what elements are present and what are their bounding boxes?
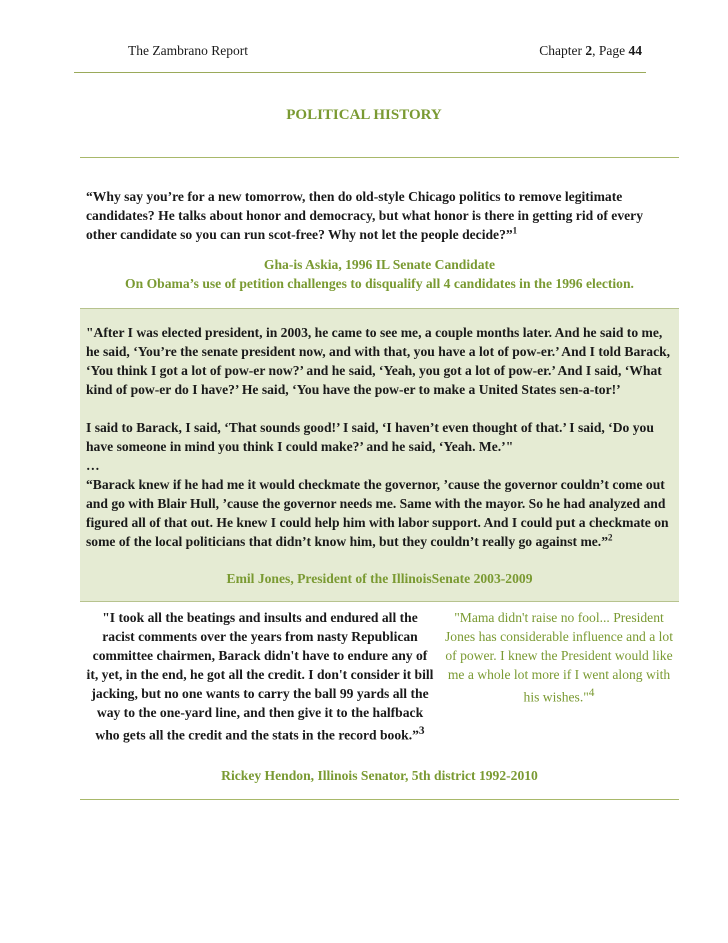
footnote-marker: 4 [588,687,595,699]
jones-para-3: “Barack knew if he had me it would checkmate the governor, ’cause the governor couldn’t come out and go with Blair Hull, ’cause the governor needs me. Same with the mayor. So he had analyzed and figured all of that out. He knew I could help him with labor support. And I could put a checkmate on some of the local politicians that didn’t know him, but they couldn’t really go against me.”$^2$ [86,477,669,549]
jones-quote [86,323,676,551]
page-header [74,38,646,73]
jones-para-2: I said to Barack, I said, ‘That sounds good!’ I said, ‘I haven’t even thought of that.’ I said, ‘Do you have someone in mind you think I could make?’ and he said, ‘Yeah. Me.’" [86,420,654,454]
jones-attribution: Emil Jones, President of the IllinoisSenate 2003-2009 [226,571,533,586]
page-number: 44 [628,43,642,58]
footnote-marker: 2 [608,532,613,543]
askia-context: On Obama’s use of petition challenges to disqualify all 4 candidates in the 1996 election. [125,276,634,291]
chapter-page-indicator: Chapter 2, Page 44 [539,43,642,58]
section-title: POLITICAL HISTORY [286,107,442,123]
jones-para-1: "After I was elected president, in 2003, he came to see me, a couple months later. And he said to me, he said, ‘You’re the senate president now, and with that, you have a lot of pow-er.’ And I told Barack, ‘You think I got a lot of pow-er now?’ and he said, ‘Yeah, you got a lot of pow-er.’ And I said, ‘What kind of pow-er do I have?’ He said, ‘You have the pow-er to make a United States sen-a-tor!’ [86,325,671,397]
footnote-marker: 1 [512,225,518,236]
hendon-quote: "I took all the beatings and insults and endured all the racist comments over the years from nasty Republican committee chairmen, Barack didn't have to endure any of it, yet, in the end, he got all the credit. I don't consider it bill jacking, but no one wants to carry the ball 99 yards all the way to the one-yard line, and then give it to the halfback who gets all the credit and the stats in the record book.”$^3$ [86,610,434,743]
askia-quote: “Why say you’re for a new tomorrow, then do old-style Chicago politics to remove legitimate candidates? He talks about honor and democracy, but what honor is there in getting rid of every other candidate so you can run scot-free? Why not let the people decide?”$^1$ [86,189,643,242]
jones-quote-box [80,308,679,602]
hendon-sidebar-quote: "Mama didn't raise no fool... President Jones has considerable influence and a lot of power. I knew the President would like me a whole lot more if I went along with his wishes."$^4$ [441,608,677,707]
hendon-attribution: Rickey Hendon, Illinois Senator, 5th district 1992-2010 [221,768,538,783]
report-title: The Zambrano Report [128,43,248,58]
chapter-number: 2 [585,43,593,58]
divider [80,799,679,800]
footnote-marker: 3 [418,725,425,737]
askia-attribution: Gha-is Askia, 1996 IL Senate Candidate [263,257,496,272]
divider [80,157,679,158]
ellipsis: … [86,458,100,473]
